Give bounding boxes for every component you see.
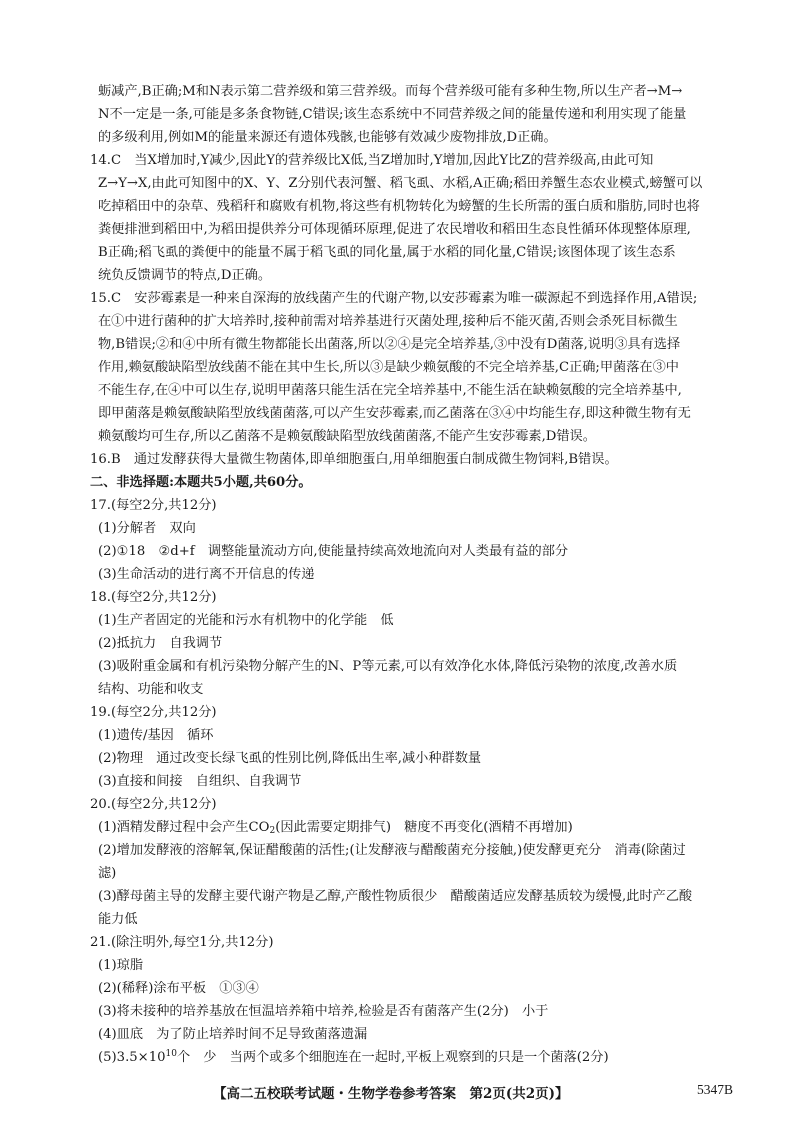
text-line: (1)分解者 双向 xyxy=(98,521,196,536)
text-line: 15.C 安莎霉素是一种来自深海的放线菌产生的代谢产物,以安莎霉素为唯一碳源起不到选择作用,A错误; xyxy=(90,291,698,306)
text-line: 的多级利用,例如M的能量来源还有遗体残骸,也能够有效减少废物排放,D正确。 xyxy=(98,130,557,145)
text-line: (4)皿底 为了防止培养时间不足导致菌落遗漏 xyxy=(98,1027,368,1042)
text-line: Z→Y→X,由此可知图中的X、Y、Z分别代表河蟹、稻飞虱、水稻,A正确;稻田养蟹生态农业模式,螃蟹可以 xyxy=(98,176,703,191)
text-line: 20.(每空2分,共12分) xyxy=(90,797,217,812)
text-line: 物,B错误;②和④中所有微生物都能长出菌落,所以②④是完全培养基,③中没有D菌落,说明③具有选择 xyxy=(98,337,681,352)
footer-code: 5347B xyxy=(697,1082,734,1097)
text-line: (3)生命活动的进行离不开信息的传递 xyxy=(98,567,315,582)
text-line: 在①中进行菌种的扩大培养时,接种前需对培养基进行灭菌处理,接种后不能灭菌,否则会杀死目标微生 xyxy=(98,314,678,329)
text-line: 赖氨酸均可生存,所以乙菌落不是赖氨酸缺陷型放线菌菌落,不能产生安莎霉素,D错误。 xyxy=(98,429,596,444)
text-line: 能力低 xyxy=(98,912,138,927)
text-line: 二、非选择题:本题共5小题,共60分。 xyxy=(90,475,312,490)
text-line: 18.(每空2分,共12分) xyxy=(90,590,217,605)
text-line: (3)吸附重金属和有机污染物分解产生的N、P等元素,可以有效净化水体,降低污染物的浓度,改善水质 xyxy=(98,659,678,674)
text-line: 统负反馈调节的特点,D正确。 xyxy=(98,268,272,283)
text-line: N不一定是一条,可能是多条食物链,C错误;该生态系统中不同营养级之间的能量传递和利用实现了能量 xyxy=(98,107,687,122)
text-line: 19.(每空2分,共12分) xyxy=(90,705,217,720)
text-line: 作用,赖氨酸缺陷型放线菌不能在其中生长,所以③是缺少赖氨酸的不完全培养基,C正确;甲菌落在③中 xyxy=(98,360,679,375)
page-footer xyxy=(0,1082,800,1106)
text-line: 蛎减产,B正确;M和N表示第二营养级和第三营养级。而每个营养级可能有多种生物,所以生产者→M→ xyxy=(98,84,683,99)
text-line: (2)物理 通过改变长绿飞虱的性别比例,降低出生率,减小种群数量 xyxy=(98,751,482,766)
text-line: (1)琼脂 xyxy=(98,958,144,973)
text-line: 滤) xyxy=(98,866,117,881)
text-line: (2)①18 ②d+f 调整能量流动方向,使能量持续高效地流向对人类最有益的部分 xyxy=(98,544,569,559)
text-line: $(5)3.5\times 10^{10}$个 少 当两个或多个细胞连在一起时,平板上观察到的只是一个菌落(2分) xyxy=(98,1049,609,1065)
text-line: B正确;稻飞虱的粪便中的能量不属于稻飞虱的同化量,属于水稻的同化量,C错误;该图体现了该生态系 xyxy=(98,245,676,260)
text-line: (3)将未接种的培养基放在恒温培养箱中培养,检验是否有菌落产生(2分) 小于 xyxy=(98,1004,549,1019)
footer-title: 【高二五校联考试题・生物学卷参考答案 第2页(共2页)】 xyxy=(213,1086,569,1102)
text-line: (3)酵母菌主导的发酵主要代谢产物是乙醇,产酸性物质很少 醋酸菌适应发酵基质较为缓慢,此时产乙酸 xyxy=(98,889,693,904)
text-line: 吃掉稻田中的杂草、残稻秆和腐败有机物,将这些有机物转化为螃蟹的生长所需的蛋白质和脂肪,同时也将 xyxy=(98,199,700,214)
text-line: (2)(稀释)涂布平板 ①③④ xyxy=(98,981,259,996)
text-line: 即甲菌落是赖氨酸缺陷型放线菌菌落,可以产生安莎霉素,而乙菌落在③④中均能生存,即这种微生物有无 xyxy=(98,406,691,421)
text-line: 结构、功能和收支 xyxy=(98,682,204,697)
text-line: (1)生产者固定的光能和污水有机物中的化学能 低 xyxy=(98,613,394,628)
text-line: 17.(每空2分,共12分) xyxy=(90,498,217,513)
text-line: (3)直接和间接 自组织、自我调节 xyxy=(98,774,302,789)
text-line: (2)抵抗力 自我调节 xyxy=(98,636,223,651)
text-line: 粪便排泄到稻田中,为稻田提供养分可体现循环原理,促进了农民增收和稻田生态良性循环体现整体原理, xyxy=(98,222,691,237)
text-line: 21.(除注明外,每空1分,共12分) xyxy=(90,935,274,950)
text-line: 不能生存,在④中可以生存,说明甲菌落只能生活在完全培养基中,不能生活在缺赖氨酸的完全培养基中, xyxy=(98,383,682,398)
text-line: (2)增加发酵液的溶解氧,保证醋酸菌的活性;(让发酵液与醋酸菌充分接触,)使发酵更充分 消毒(除菌过 xyxy=(98,843,686,858)
text-line: (1)遗传/基因 循环 xyxy=(98,728,214,743)
text-line: (1)酒精发酵过程中会产生$CO_2$(因此需要定期排气) 糖度不再变化(酒精不再增加) xyxy=(98,820,573,836)
text-line: 14.C 当X增加时,Y减少,因此Y的营养级比X低,当Z增加时,Y增加,因此Y比Z的营养级高,由此可知 xyxy=(90,153,654,168)
answer-document xyxy=(90,80,740,1069)
text-line: 16.B 通过发酵获得大量微生物菌体,即单细胞蛋白,用单细胞蛋白制成微生物饲料,B错误。 xyxy=(90,452,618,467)
